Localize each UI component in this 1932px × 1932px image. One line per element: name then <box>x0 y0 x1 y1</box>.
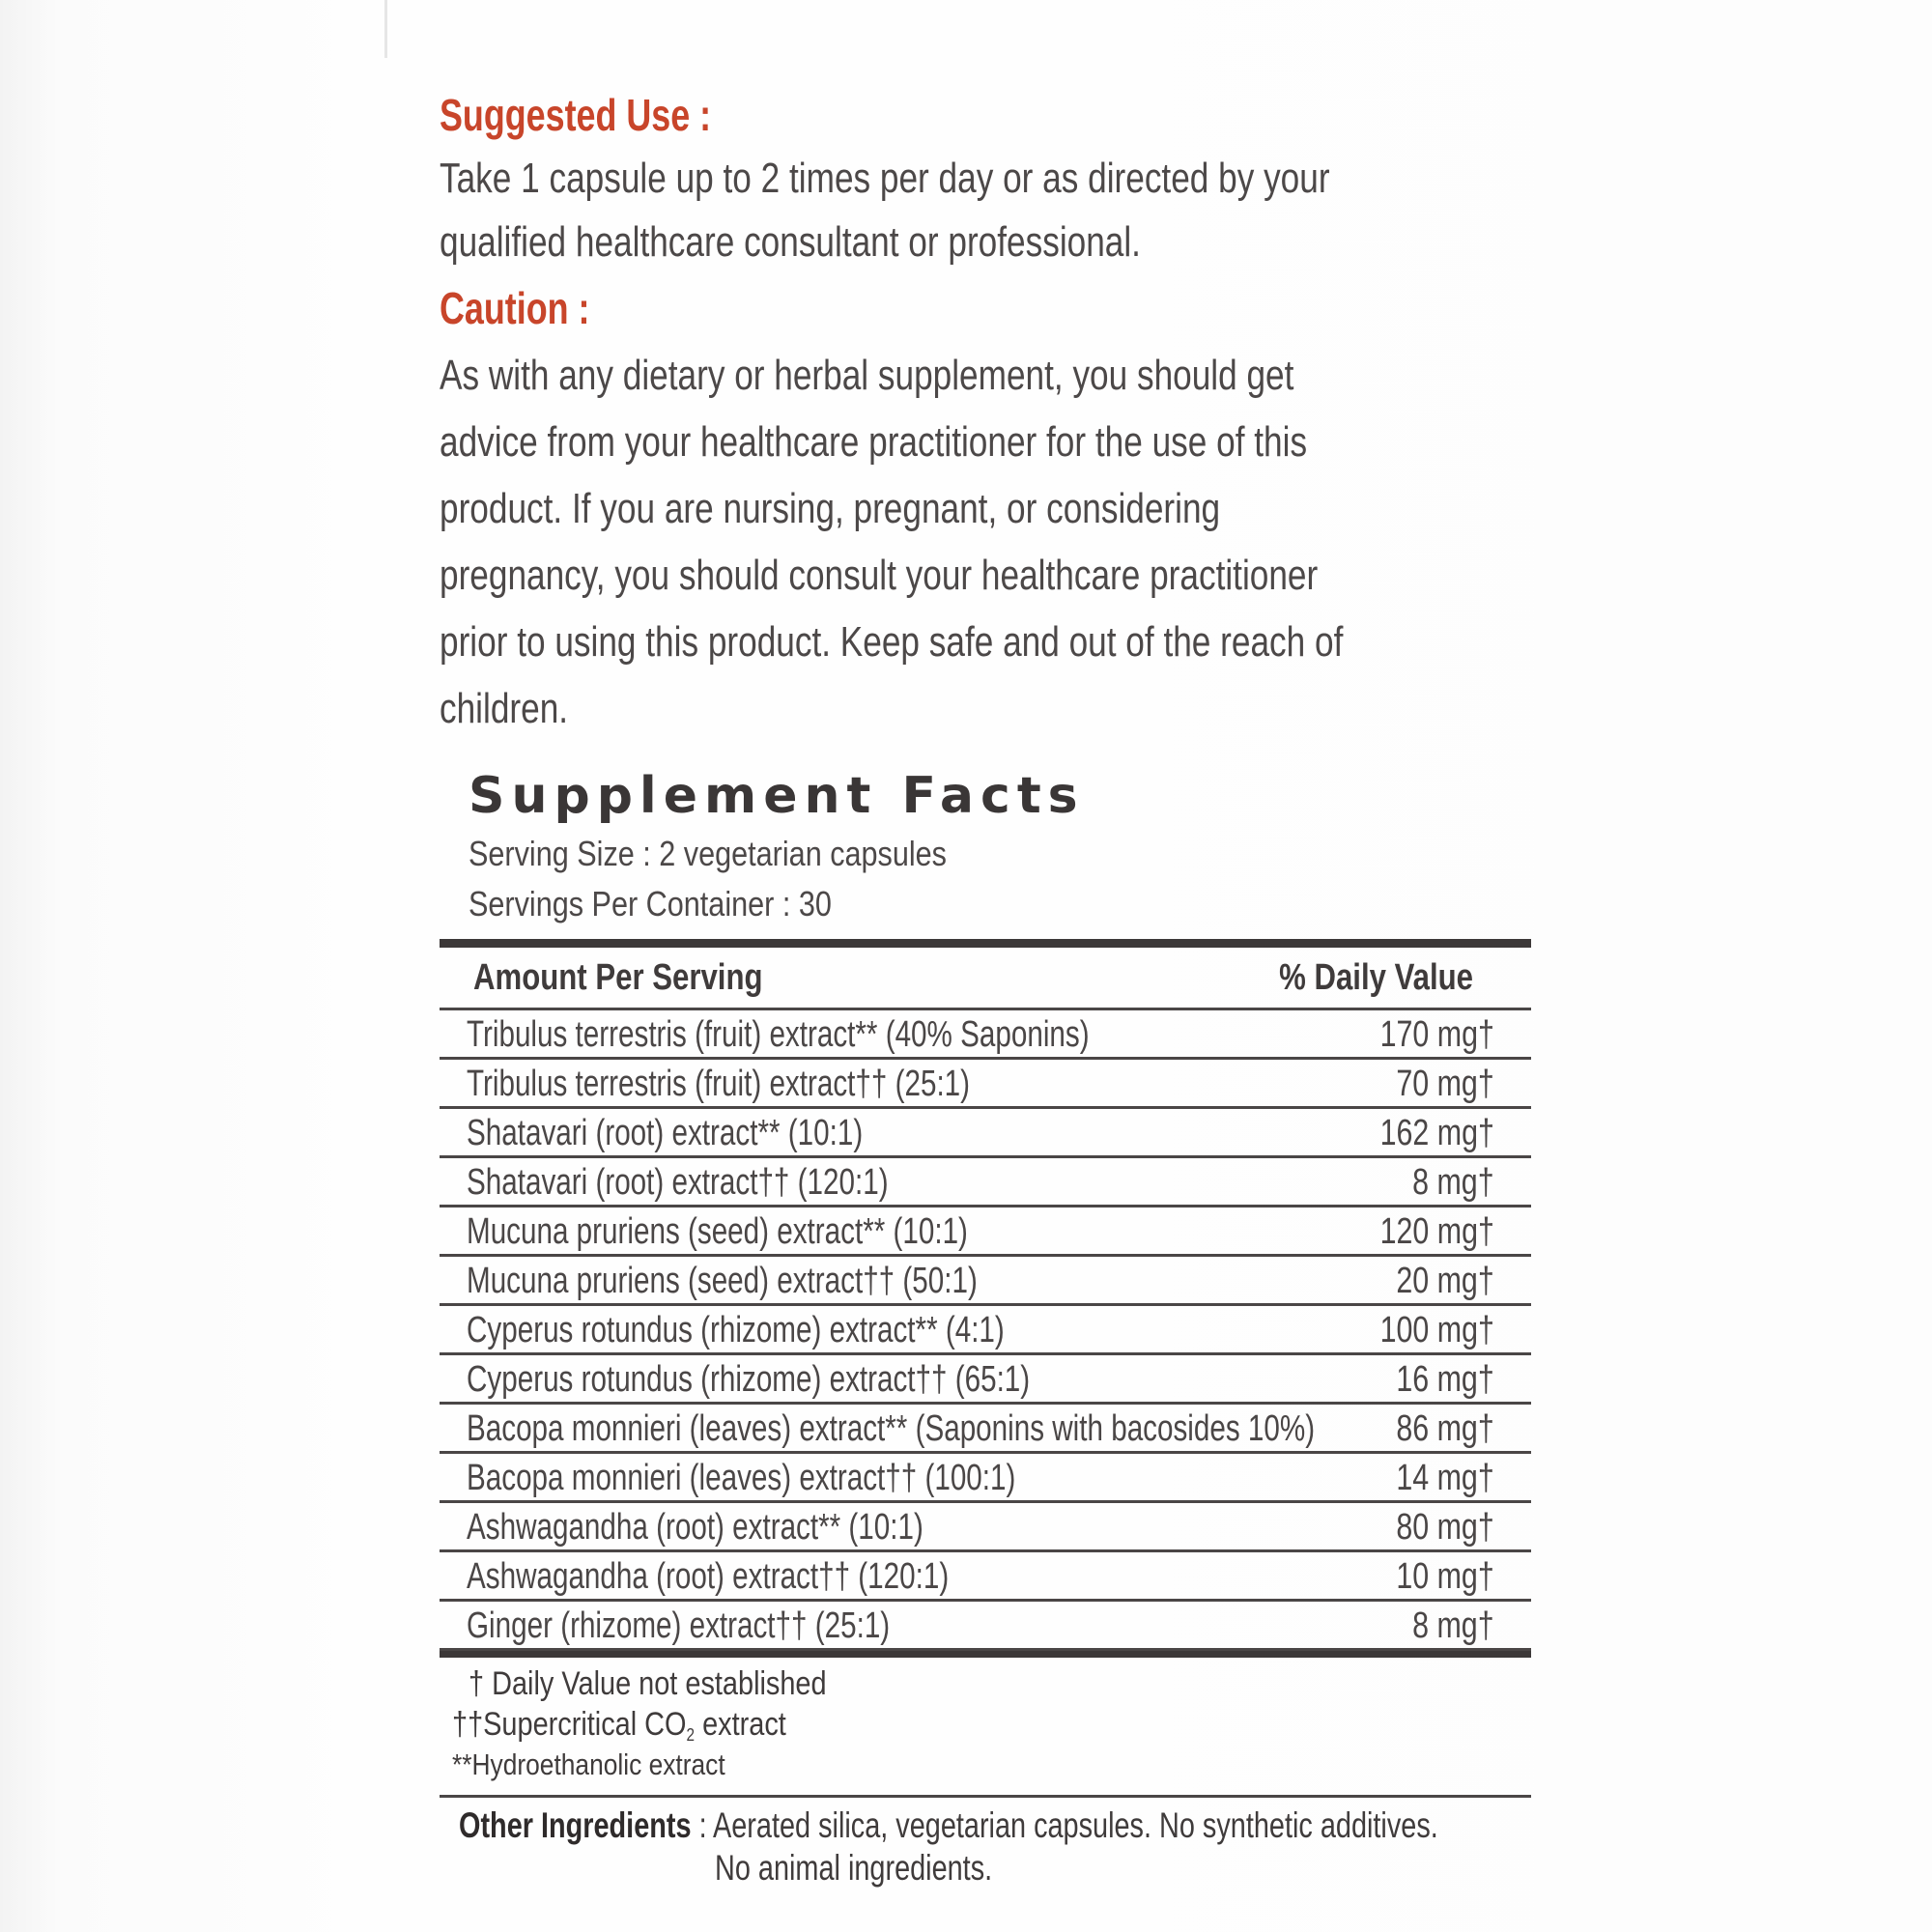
other-ingredients-label: Other Ingredients <box>459 1805 692 1845</box>
footnote-daily-value: † Daily Value not established <box>469 1665 827 1702</box>
facts-row <box>440 1454 1531 1503</box>
supplement-facts-panel <box>440 763 1531 1894</box>
footnote-supercritical-prefix: ††Supercritical CO <box>452 1706 687 1743</box>
caution-line: children. <box>440 685 569 732</box>
facts-row <box>440 1010 1531 1060</box>
footnote-subscript: 2 <box>686 1725 696 1745</box>
ingredient-name: Ginger (rhizome) extract†† (25:1) <box>467 1605 891 1646</box>
facts-row <box>440 1257 1531 1306</box>
facts-row <box>440 1602 1531 1651</box>
footnote-hydroethanolic: **Hydroethanolic extract <box>452 1747 725 1781</box>
directions-section <box>440 83 1541 742</box>
suggested-use-heading: Suggested Use : <box>440 90 712 140</box>
facts-row <box>440 1306 1531 1355</box>
ingredient-name: Ashwagandha (root) extract†† (120:1) <box>467 1556 950 1597</box>
ingredient-amount: 70 mg† <box>1396 1064 1494 1104</box>
ingredient-amount: 80 mg† <box>1396 1507 1494 1548</box>
supplement-facts-title: Supplement Facts <box>469 767 1085 825</box>
facts-row <box>440 1552 1531 1602</box>
ingredient-amount: 10 mg† <box>1396 1556 1494 1597</box>
facts-row <box>440 1158 1531 1208</box>
ingredient-name: Bacopa monnieri (leaves) extract** (Saponins with bacosides 10%) <box>467 1408 1316 1449</box>
other-ingredients-text: : Aerated silica, vegetarian capsules. No synthetic additives. <box>691 1805 1438 1845</box>
suggested-use-line: qualified healthcare consultant or professional. <box>440 218 1141 266</box>
ingredient-amount: 120 mg† <box>1379 1211 1494 1252</box>
ingredient-name: Tribulus terrestris (fruit) extract†† (25:1) <box>467 1064 971 1104</box>
facts-row <box>440 1405 1531 1454</box>
suggested-use-text <box>440 147 1541 274</box>
caution-line: pregnancy, you should consult your healthcare practitioner <box>440 552 1319 599</box>
label-edge-line <box>384 0 387 58</box>
ingredient-amount: 8 mg† <box>1412 1162 1494 1203</box>
ingredient-amount: 14 mg† <box>1396 1458 1494 1498</box>
ingredient-name: Ashwagandha (root) extract** (10:1) <box>467 1507 923 1548</box>
caution-line: prior to using this product. Keep safe and out of the reach of <box>440 618 1344 666</box>
ingredient-name: Cyperus rotundus (rhizome) extract†† (65:1) <box>467 1359 1031 1400</box>
caution-line: As with any dietary or herbal supplement, you should get <box>440 352 1294 399</box>
ingredient-name: Cyperus rotundus (rhizome) extract** (4:1) <box>467 1310 1005 1350</box>
facts-row <box>440 1355 1531 1405</box>
facts-rows <box>440 1010 1531 1651</box>
ingredient-name: Mucuna pruriens (seed) extract†† (50:1) <box>467 1261 978 1301</box>
serving-size: Serving Size : 2 vegetarian capsules <box>469 834 947 873</box>
facts-top-rule <box>440 939 1531 948</box>
footnote-supercritical-suffix: extract <box>695 1706 786 1743</box>
ingredient-amount: 170 mg† <box>1379 1014 1494 1055</box>
ingredient-name: Bacopa monnieri (leaves) extract†† (100:1) <box>467 1458 1016 1498</box>
other-ingredients-line-2: No animal ingredients. <box>715 1848 993 1888</box>
ingredient-amount: 20 mg† <box>1396 1261 1494 1301</box>
caution-line: advice from your healthcare practitioner for the use of this <box>440 418 1308 466</box>
footnotes <box>440 1658 1531 1785</box>
footnote-supercritical <box>452 1704 1369 1745</box>
suggested-use-line: Take 1 capsule up to 2 times per day or as directed by your <box>440 155 1330 202</box>
ingredient-amount: 162 mg† <box>1379 1113 1494 1153</box>
facts-row <box>440 1060 1531 1109</box>
ingredient-amount: 8 mg† <box>1412 1605 1494 1646</box>
daily-value-header: % Daily Value <box>1279 957 1473 998</box>
amount-per-serving-header: Amount Per Serving <box>473 957 763 998</box>
facts-header-row <box>440 948 1531 1008</box>
ingredient-name: Shatavari (root) extract** (10:1) <box>467 1113 864 1153</box>
caution-line: product. If you are nursing, pregnant, or considering <box>440 485 1221 532</box>
ingredient-amount: 86 mg† <box>1396 1408 1494 1449</box>
ingredient-name: Tribulus terrestris (fruit) extract** (40% Saponins) <box>467 1014 1090 1055</box>
facts-row <box>440 1109 1531 1158</box>
ingredient-name: Shatavari (root) extract†† (120:1) <box>467 1162 889 1203</box>
facts-bottom-rule <box>440 1651 1531 1658</box>
ingredient-amount: 100 mg† <box>1379 1310 1494 1350</box>
servings-per-container: Servings Per Container : 30 <box>469 884 832 923</box>
facts-row <box>440 1503 1531 1552</box>
ingredient-amount: 16 mg† <box>1396 1359 1494 1400</box>
caution-text <box>440 342 1541 742</box>
facts-row <box>440 1208 1531 1257</box>
ingredient-name: Mucuna pruriens (seed) extract** (10:1) <box>467 1211 968 1252</box>
caution-heading: Caution : <box>440 283 590 333</box>
other-ingredients-line <box>459 1804 1438 1848</box>
other-ingredients <box>440 1798 1531 1894</box>
